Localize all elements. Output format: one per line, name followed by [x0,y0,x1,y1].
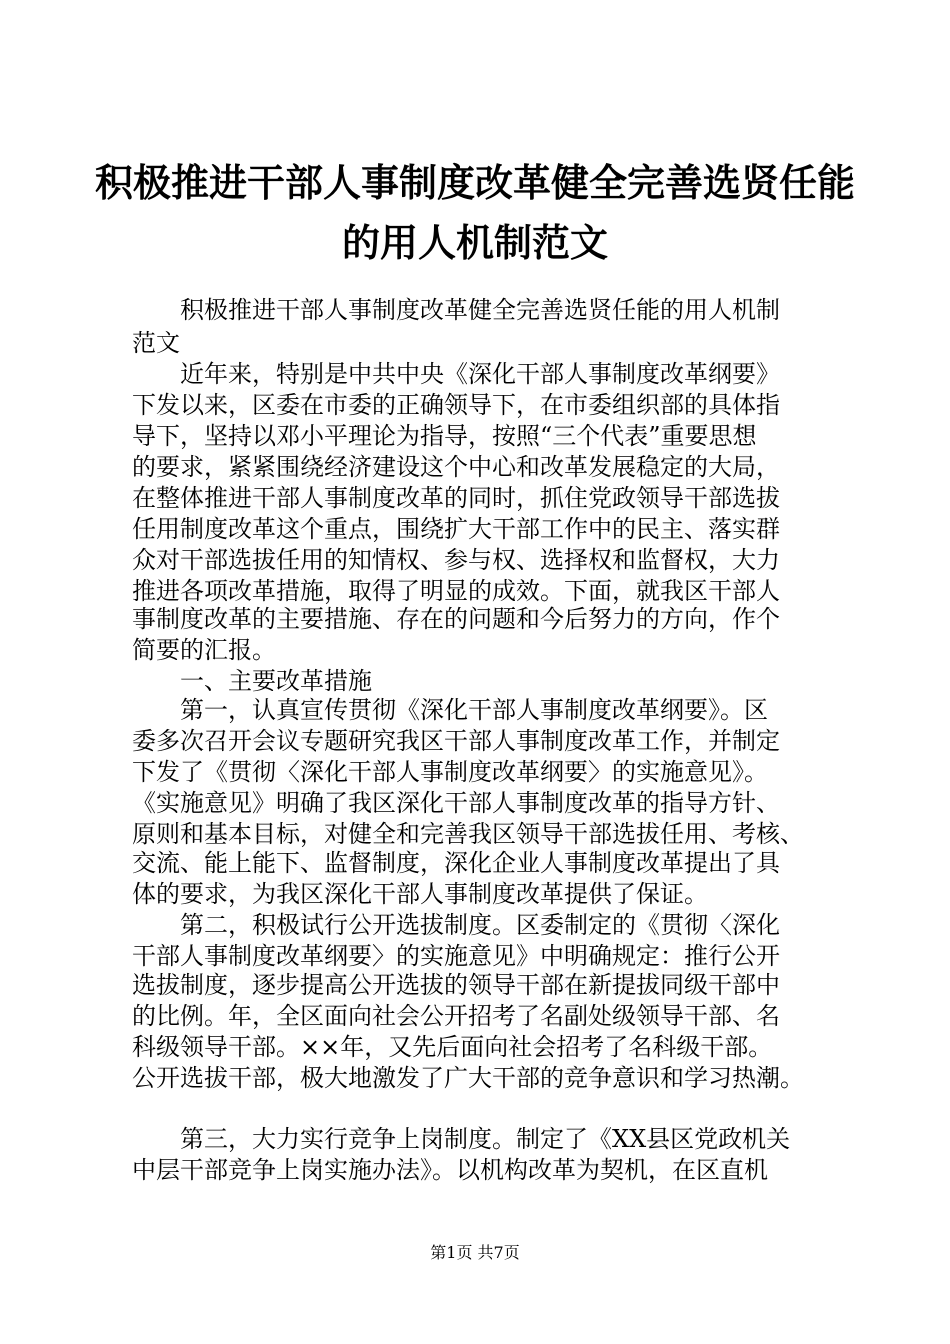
section-heading: 一、主要改革措施 [132,667,372,695]
body-line: 干部人事制度改革纲要〉的实施意见》中明确规定：推行公开 [132,942,780,970]
document-title-line-1: 积极推进干部人事制度改革健全完善选贤任能 [94,160,855,205]
body-line: 范文 [132,329,180,357]
body-line: 事制度改革的主要措施、存在的问题和今后努力的方向，作个 [132,605,780,633]
body-line: 第三，大力实行竞争上岗制度。制定了《XX县区党政机关 [132,1125,791,1153]
body-line: 《实施意见》明确了我区深化干部人事制度改革的指导方针、 [132,789,780,817]
body-line: 的比例。年，全区面向社会公开招考了名副处级领导干部、名 [132,1002,780,1030]
body-line: 任用制度改革这个重点，围绕扩大干部工作中的民主、落实群 [132,515,780,543]
body-line: 体的要求，为我区深化干部人事制度改革提供了保证。 [132,880,708,908]
body-line: 近年来，特别是中共中央《深化干部人事制度改革纲要》 [132,360,780,388]
body-line: 原则和基本目标，对健全和完善我区领导干部选拔任用、考核、 [132,820,804,848]
body-line: 众对干部选拔任用的知情权、参与权、选择权和监督权，大力 [132,546,780,574]
document-title-line-2: 的用人机制范文 [341,220,608,265]
body-line: 第一，认真宣传贯彻《深化干部人事制度改革纲要》。区 [132,696,768,724]
body-line: 委多次召开会议专题研究我区干部人事制度改革工作，并制定 [132,727,780,755]
body-line: 推进各项改革措施，取得了明显的成效。下面，就我区干部人 [132,577,780,605]
body-line: 科级领导干部。××年，又先后面向社会招考了名科级干部。 [132,1033,773,1061]
body-line: 在整体推进干部人事制度改革的同时，抓住党政领导干部选拔 [132,484,780,512]
body-line: 公开选拔干部，极大地激发了广大干部的竞争意识和学习热潮。 [132,1064,804,1092]
body-line: 下发以来，区委在市委的正确领导下，在市委组织部的具体指 [132,391,780,419]
body-line: 导下，坚持以邓小平理论为指导，按照“三个代表”重要思想 [132,422,757,450]
body-line: 选拔制度，逐步提高公开选拔的领导干部在新提拔同级干部中 [132,971,780,999]
body-line: 简要的汇报。 [132,636,276,664]
body-line: 积极推进干部人事制度改革健全完善选贤任能的用人机制 [132,296,780,324]
page-footer: 第1页 共7页 [430,1243,520,1262]
body-line: 第二，积极试行公开选拔制度。区委制定的《贯彻〈深化 [132,911,780,939]
body-line: 下发了《贯彻〈深化干部人事制度改革纲要〉的实施意见》。 [132,758,768,786]
body-line: 中层干部竞争上岗实施办法》。以机构改革为契机，在区直机 [132,1156,768,1184]
body-line: 的要求，紧紧围绕经济建设这个中心和改革发展稳定的大局， [132,453,780,481]
body-line: 交流、能上能下、监督制度，深化企业人事制度改革提出了具 [132,849,780,877]
